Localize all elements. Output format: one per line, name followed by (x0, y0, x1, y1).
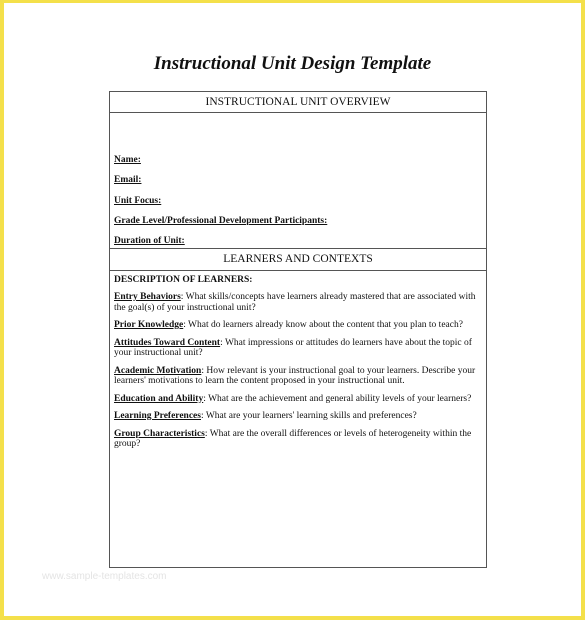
item-label: Attitudes Toward Content (114, 337, 221, 348)
overview-heading: INSTRUCTIONAL UNIT OVERVIEW (110, 92, 486, 113)
document-title: Instructional Unit Design Template (153, 53, 432, 74)
item-text: : What skills/concepts have learners already mastered that are associated with the goal(s) of your instructional unit? (114, 292, 476, 313)
item-text: : How relevant is your instructional goal to your learners. Describe your learners' motivations to learn the content proposed in your instructional unit. (114, 365, 476, 386)
field-unit-focus: Unit Focus: (114, 196, 162, 206)
overview-section (110, 113, 486, 249)
item-learning-preferences (114, 411, 481, 422)
item-text: : What are the achievement and general ability levels of your learners? (203, 393, 472, 404)
learners-heading: LEARNERS AND CONTEXTS (110, 249, 486, 271)
item-label: Group Characteristics (114, 428, 205, 439)
item-label: Learning Preferences (114, 411, 201, 421)
item-entry-behaviors (114, 292, 481, 313)
item-label: Prior Knowledge (114, 320, 184, 330)
field-name: Name: (114, 155, 141, 165)
field-grade-level: Grade Level/Professional Development Participants: (114, 216, 328, 226)
item-label: Education and Ability (114, 393, 204, 404)
item-label: Academic Motivation (114, 365, 202, 376)
item-education-ability (114, 394, 481, 405)
item-attitudes (114, 338, 481, 359)
document-page (4, 3, 581, 616)
item-text: : What do learners already know about the content that you plan to teach? (183, 320, 463, 330)
field-email: Email: (114, 175, 142, 185)
item-prior-knowledge (114, 320, 481, 331)
item-group-characteristics (114, 429, 481, 450)
template-table (109, 91, 487, 568)
item-text: : What are your learners' learning skills and preferences? (200, 411, 417, 421)
description-title: DESCRIPTION OF LEARNERS: (114, 275, 253, 285)
learners-section (110, 271, 486, 450)
field-duration: Duration of Unit: (114, 236, 185, 246)
watermark: www.sample-templates.com (42, 571, 167, 582)
item-academic-motivation (114, 366, 481, 387)
item-text: : What impressions or attitudes do learners have about the topic of your instructional unit? (114, 337, 472, 358)
item-text: : What are the overall differences or levels of heterogeneity within the group? (114, 428, 472, 449)
item-label: Entry Behaviors (114, 292, 181, 302)
